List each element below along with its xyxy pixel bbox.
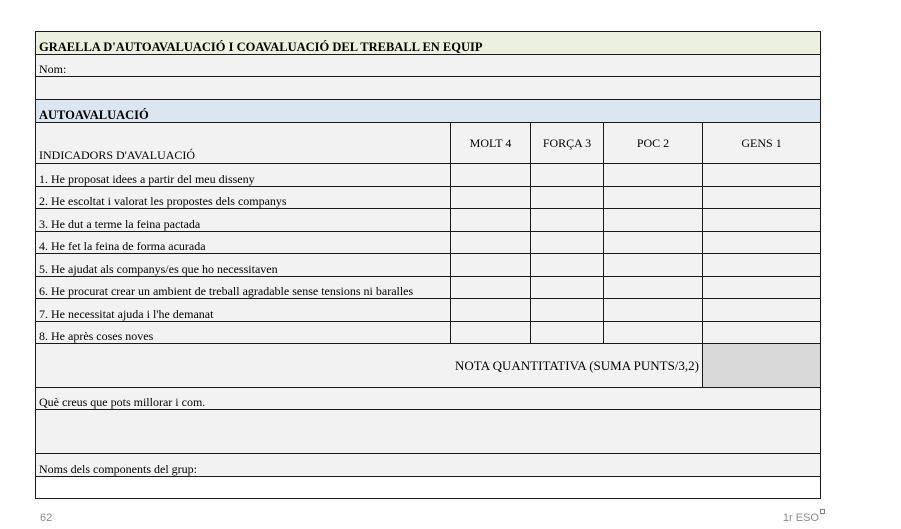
indicator-row [36,164,821,187]
indicator-label: 1. He proposat idees a partir del meu disseny [36,164,451,187]
improve-answer-field[interactable] [36,410,821,454]
indicator-row [36,254,821,277]
score-cell-gens[interactable] [703,276,821,299]
indicator-label: 3. He dut a terme la feina pactada [36,209,451,232]
indicator-row [36,276,821,299]
score-cell-forca[interactable] [531,276,604,299]
indicator-row [36,299,821,322]
score-cell-poc[interactable] [604,231,703,254]
score-cell-molt[interactable] [451,254,531,277]
name-label: Nom: [39,62,67,76]
indicator-row [36,231,821,254]
indicators-header: INDICADORS D'AVALUACIÓ [36,123,451,164]
score-cell-forca[interactable] [531,186,604,209]
score-cell-forca[interactable] [531,321,604,344]
resize-handle-icon[interactable] [820,509,825,514]
score-cell-forca[interactable] [531,299,604,322]
improve-label: Què creus que pots millorar i com. [36,388,821,410]
indicator-label: 5. He ajudat als companys/es que ho necessitaven [36,254,451,277]
indicator-row [36,209,821,232]
score-cell-molt[interactable] [451,321,531,344]
evaluation-sheet [35,31,820,499]
score-cell-gens[interactable] [703,321,821,344]
score-cell-forca[interactable] [531,164,604,187]
components-label: Noms dels components del grup: [36,454,821,477]
score-cell-poc[interactable] [604,164,703,187]
components-answer-field[interactable] [36,477,821,499]
column-header-molt: MOLT 4 [451,123,531,164]
nota-value-cell[interactable] [703,344,821,388]
course-label: 1r ESO [782,512,819,524]
section-title: AUTOAVALUACIÓ [36,100,821,123]
name-field[interactable] [36,55,821,77]
score-cell-forca[interactable] [531,231,604,254]
indicator-row [36,186,821,209]
score-cell-poc[interactable] [604,254,703,277]
name-field-extra[interactable] [36,77,821,100]
indicator-label: 7. He necessitat ajuda i l'he demanat [36,299,451,322]
score-cell-poc[interactable] [604,186,703,209]
nota-label: NOTA QUANTITATIVA (SUMA PUNTS/3,2) [36,344,703,388]
score-cell-gens[interactable] [703,164,821,187]
column-header-forca: FORÇA 3 [531,123,604,164]
score-cell-molt[interactable] [451,209,531,232]
score-cell-molt[interactable] [451,231,531,254]
score-cell-gens[interactable] [703,186,821,209]
indicator-label: 8. He après coses noves [36,321,451,344]
column-header-gens: GENS 1 [703,123,821,164]
score-cell-molt[interactable] [451,164,531,187]
score-cell-forca[interactable] [531,209,604,232]
indicator-row [36,321,821,344]
score-cell-molt[interactable] [451,186,531,209]
score-cell-gens[interactable] [703,231,821,254]
score-cell-poc[interactable] [604,299,703,322]
score-cell-molt[interactable] [451,299,531,322]
score-cell-poc[interactable] [604,209,703,232]
column-header-poc: POC 2 [604,123,703,164]
score-cell-gens[interactable] [703,299,821,322]
page-number: 62 [40,512,53,524]
sheet-title: GRAELLA D'AUTOAVALUACIÓ I COAVALUACIÓ DEL TREBALL EN EQUIP [36,32,821,55]
indicator-label: 4. He fet la feina de forma acurada [36,231,451,254]
score-cell-gens[interactable] [703,254,821,277]
score-cell-gens[interactable] [703,209,821,232]
score-cell-poc[interactable] [604,321,703,344]
score-cell-molt[interactable] [451,276,531,299]
indicator-label: 2. He escoltat i valorat les propostes dels companys [36,186,451,209]
score-cell-forca[interactable] [531,254,604,277]
indicator-label: 6. He procurat crear un ambient de treball agradable sense tensions ni baralles [36,276,451,299]
evaluation-table [35,31,821,499]
score-cell-poc[interactable] [604,276,703,299]
